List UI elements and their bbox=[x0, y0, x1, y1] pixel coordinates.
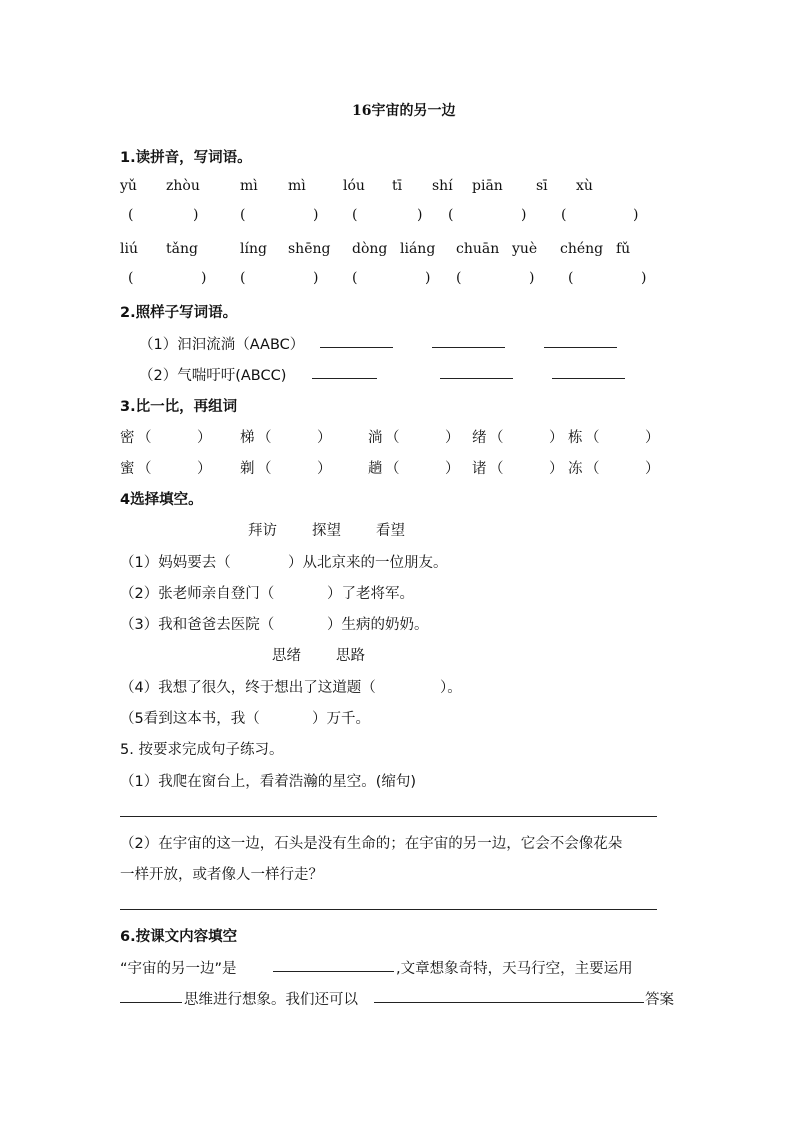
answer-line bbox=[120, 816, 657, 817]
answer-paren-open: （ bbox=[257, 461, 272, 477]
pinyin: yǔ bbox=[120, 178, 137, 194]
answer-paren-close: ） bbox=[197, 430, 212, 446]
section-4-heading: 4选择填空。 bbox=[120, 492, 203, 508]
answer-paren-open: ( bbox=[352, 270, 358, 286]
option-word: 思绪 bbox=[272, 648, 301, 664]
answer-paren-open: （ bbox=[489, 461, 504, 477]
compare-char: 绪 bbox=[472, 430, 487, 446]
question-4-1-pre: （1）妈妈要去（ bbox=[120, 555, 231, 571]
answer-line bbox=[273, 971, 394, 972]
answer-paren-close: ) bbox=[521, 207, 527, 223]
answer-paren-open: （ bbox=[489, 430, 504, 446]
compare-char: 栋 bbox=[568, 430, 583, 446]
answer-paren-close: ) bbox=[529, 270, 535, 286]
answer-line bbox=[320, 347, 393, 348]
answer-line bbox=[120, 909, 657, 910]
compare-char: 梯 bbox=[240, 430, 255, 446]
answer-paren-close: ) bbox=[313, 207, 319, 223]
compare-char: 密 bbox=[120, 430, 135, 446]
pinyin: sī bbox=[536, 178, 548, 194]
compare-char: 诸 bbox=[472, 461, 487, 477]
pinyin: dòng bbox=[352, 241, 388, 257]
answer-paren-open: （ bbox=[257, 430, 272, 446]
section-6-heading: 6.按课文内容填空 bbox=[120, 929, 238, 945]
question-5-1: （1）我爬在窗台上，看着浩瀚的星空。(缩句) bbox=[120, 774, 417, 790]
answer-paren-open: ( bbox=[568, 270, 574, 286]
fill-line-2-a: 思维进行想象。我们还可以 bbox=[184, 992, 358, 1008]
answer-paren-close: ) bbox=[313, 270, 319, 286]
answer-paren-open: ( bbox=[240, 270, 246, 286]
compare-char: 冻 bbox=[568, 461, 583, 477]
option-word: 看望 bbox=[376, 523, 405, 539]
pinyin: tǎng bbox=[166, 241, 198, 257]
question-4-4-pre: （4）我想了很久，终于想出了这道题（ bbox=[120, 680, 376, 696]
option-word: 拜访 bbox=[248, 523, 277, 539]
answer-paren-open: （ bbox=[137, 461, 152, 477]
answer-paren-close: ) bbox=[641, 270, 647, 286]
pinyin: chéng bbox=[560, 241, 604, 257]
pinyin: fǔ bbox=[616, 241, 631, 257]
answer-line bbox=[312, 378, 377, 379]
answer-paren-open: （ bbox=[585, 461, 600, 477]
pinyin: yuè bbox=[512, 241, 538, 257]
answer-line bbox=[374, 1002, 644, 1003]
example-1: （1）汩汩流淌（AABC） bbox=[139, 337, 305, 353]
pinyin: chuān bbox=[456, 241, 500, 257]
pinyin: liáng bbox=[400, 241, 436, 257]
pinyin: mì bbox=[288, 178, 306, 194]
question-4-5-pre: （5看到这本书，我（ bbox=[120, 711, 260, 727]
question-5-2-line1: （2）在宇宙的这一边，石头是没有生命的；在宇宙的另一边，它会不会像花朵 bbox=[120, 836, 623, 852]
compare-char: 淌 bbox=[368, 430, 383, 446]
answer-paren-open: ( bbox=[128, 207, 134, 223]
fill-line-1-a: “宇宙的另一边”是 bbox=[120, 961, 237, 977]
section-2-heading: 2.照样子写词语。 bbox=[120, 305, 238, 321]
pinyin: zhòu bbox=[166, 178, 200, 194]
answer-paren-open: ( bbox=[448, 207, 454, 223]
example-2: （2）气喘吁吁(ABCC) bbox=[139, 368, 287, 384]
page-title: 16宇宙的另一边 bbox=[352, 103, 456, 119]
answer-line bbox=[544, 347, 617, 348]
question-4-3-post: ）生病的奶奶。 bbox=[327, 617, 429, 633]
answer-paren-open: ( bbox=[561, 207, 567, 223]
answer-line bbox=[432, 347, 505, 348]
answer-paren-open: ( bbox=[240, 207, 246, 223]
answer-line bbox=[552, 378, 625, 379]
section-5-heading: 5. 按要求完成句子练习。 bbox=[120, 742, 284, 758]
answer-paren-close: ) bbox=[193, 207, 199, 223]
option-word: 思路 bbox=[336, 648, 365, 664]
pinyin: tī bbox=[392, 178, 403, 194]
pinyin: mì bbox=[240, 178, 258, 194]
question-4-2-post: ）了老将军。 bbox=[327, 586, 414, 602]
answer-paren-open: （ bbox=[385, 461, 400, 477]
answer-line bbox=[440, 378, 513, 379]
pinyin: shí bbox=[432, 178, 453, 194]
pinyin: xù bbox=[576, 178, 593, 194]
section-3-heading: 3.比一比，再组词 bbox=[120, 399, 238, 415]
section-1-heading: 1.读拼音，写词语。 bbox=[120, 150, 252, 166]
pinyin: piān bbox=[472, 178, 503, 194]
compare-char: 蜜 bbox=[120, 461, 135, 477]
answer-paren-close: ） bbox=[317, 461, 332, 477]
answer-paren-open: （ bbox=[385, 430, 400, 446]
answer-paren-close: ） bbox=[445, 430, 460, 446]
compare-char: 趟 bbox=[368, 461, 383, 477]
pinyin: lóu bbox=[343, 178, 365, 194]
answer-paren-open: ( bbox=[456, 270, 462, 286]
pinyin: shēng bbox=[288, 241, 331, 257]
answer-paren-close: ） bbox=[197, 461, 212, 477]
fill-line-2-b: 答案 bbox=[645, 992, 674, 1008]
answer-paren-close: ) bbox=[417, 207, 423, 223]
answer-paren-close: ) bbox=[201, 270, 207, 286]
answer-paren-open: ( bbox=[352, 207, 358, 223]
answer-paren-close: ） bbox=[645, 461, 660, 477]
pinyin: liú bbox=[120, 241, 138, 257]
answer-paren-open: （ bbox=[585, 430, 600, 446]
question-4-2-pre: （2）张老师亲自登门（ bbox=[120, 586, 275, 602]
answer-paren-close: ） bbox=[645, 430, 660, 446]
question-4-5-post: ）万千。 bbox=[312, 711, 370, 727]
answer-paren-close: ) bbox=[425, 270, 431, 286]
question-4-1-post: ）从北京来的一位朋友。 bbox=[288, 555, 448, 571]
answer-paren-open: （ bbox=[137, 430, 152, 446]
answer-paren-open: ( bbox=[128, 270, 134, 286]
compare-char: 剃 bbox=[240, 461, 255, 477]
answer-paren-close: ) bbox=[633, 207, 639, 223]
option-word: 探望 bbox=[312, 523, 341, 539]
answer-line bbox=[120, 1002, 182, 1003]
question-4-4-post: ）。 bbox=[440, 680, 462, 696]
answer-paren-close: ） bbox=[549, 430, 564, 446]
pinyin: líng bbox=[240, 241, 267, 257]
answer-paren-close: ） bbox=[317, 430, 332, 446]
answer-paren-close: ） bbox=[549, 461, 564, 477]
fill-line-1-b: ,文章想象奇特，天马行空，主要运用 bbox=[396, 961, 633, 977]
answer-paren-close: ） bbox=[445, 461, 460, 477]
question-5-2-line2: 一样开放，或者像人一样行走？ bbox=[120, 867, 323, 883]
question-4-3-pre: （3）我和爸爸去医院（ bbox=[120, 617, 275, 633]
